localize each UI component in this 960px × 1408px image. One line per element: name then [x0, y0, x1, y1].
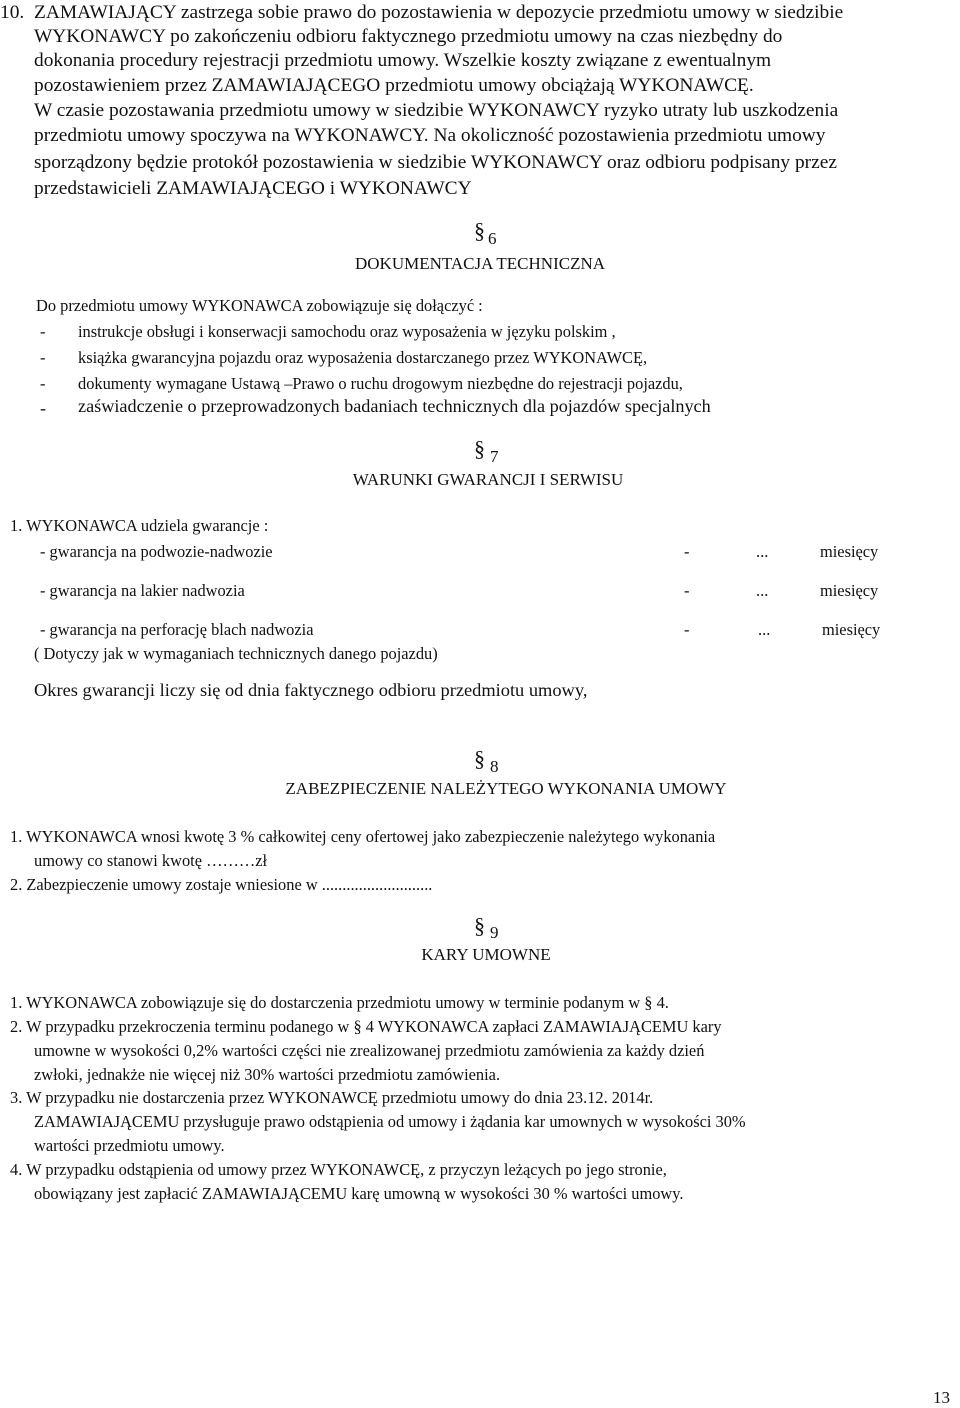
clause-line: zwłoki, jednakże nie więcej niż 30% wartości przedmiotu zamówienia.	[34, 1065, 501, 1084]
page-number: 13	[933, 1388, 950, 1407]
warranty-label: - gwarancja na lakier nadwozia	[40, 581, 245, 600]
clause-line: wartości przedmiotu umowy.	[34, 1136, 225, 1155]
warranty-dash: -	[684, 581, 690, 600]
clause-10-number: 10.	[0, 2, 25, 23]
section-title: ZABEZPIECZENIE NALEŻYTEGO WYKONANIA UMOWY	[285, 779, 727, 798]
section-number: 7	[490, 447, 499, 466]
clause-line: obowiązany jest zapłacić ZAMAWIAJĄCEMU karę umowną w wysokości 30 % wartości umowy.	[34, 1184, 684, 1203]
section-title: WARUNKI GWARANCJI I SERWISU	[352, 470, 624, 489]
warranty-unit: miesięcy	[820, 542, 879, 561]
section-symbol: §	[474, 436, 485, 461]
clause-line: 1. WYKONAWCA zobowiązuje się do dostarczenia przedmiotu umowy w terminie podanym w § 4.	[10, 993, 669, 1012]
section-number: 9	[490, 923, 499, 942]
clause-10-line: pozostawieniem przez ZAMAWIAJĄCEGO przedmiotu umowy obciążają WYKONAWCĘ.	[34, 75, 754, 96]
section-symbol: §	[474, 218, 485, 243]
clause-line: 4. W przypadku odstąpienia od umowy przez WYKONAWCĘ, z przyczyn leżących po jego stronie,	[10, 1160, 667, 1179]
clause-10-line: przedstawicieli ZAMAWIAJĄCEGO i WYKONAWCY	[34, 178, 472, 199]
list-dash: -	[40, 398, 46, 418]
clause-10-line: sporządzony będzie protokół pozostawienia w siedzibie WYKONAWCY oraz odbioru podpisany przez	[34, 152, 837, 173]
warranty-value: ...	[756, 542, 769, 561]
list-item: książka gwarancyjna pojazdu oraz wyposażenia dostarczanego przez WYKONAWCĘ,	[78, 348, 648, 367]
clause-10-line: ZAMAWIAJĄCY zastrzega sobie prawo do pozostawienia w depozycie przedmiotu umowy w siedzibie	[34, 2, 844, 23]
warranty-unit: miesięcy	[822, 620, 881, 639]
warranty-label: - gwarancja na perforację blach nadwozia	[40, 620, 314, 639]
warranty-note: ( Dotyczy jak w wymaganiach technicznych danego pojazdu)	[34, 644, 438, 663]
section-symbol: §	[474, 913, 485, 938]
clause-line: 1. WYKONAWCA wnosi kwotę 3 % całkowitej ceny ofertowej jako zabezpieczenie należytego wykonania	[10, 827, 716, 846]
clause-line: 3. W przypadku nie dostarczenia przez WYKONAWCĘ przedmiotu umowy do dnia 23.12. 2014r.	[10, 1088, 654, 1107]
clause-10-line: W czasie pozostawania przedmiotu umowy w siedzibie WYKONAWCY ryzyko utraty lub uszkodzenia	[34, 100, 839, 121]
warranty-label: - gwarancja na podwozie-nadwozie	[40, 542, 273, 561]
warranty-dash: -	[684, 542, 690, 561]
list-dash: -	[40, 374, 46, 393]
list-item: zaświadczenie o przeprowadzonych badaniach technicznych dla pojazdów specjalnych	[78, 396, 711, 416]
clause-10-line: przedmiotu umowy spoczywa na WYKONAWCY. Na okoliczność pozostawienia przedmiotu umowy	[34, 125, 826, 146]
section-number: 6	[488, 229, 497, 248]
clause-line: ZAMAWIAJĄCEMU przysługuje prawo odstąpienia od umowy i żądania kar umownych w wysokości 30%	[34, 1112, 746, 1131]
warranty-intro: 1. WYKONAWCA udziela gwarancje :	[10, 516, 269, 535]
clause-10-line: dokonania procedury rejestracji przedmiotu umowy. Wszelkie koszty związane z ewentualnym	[34, 50, 772, 71]
section-title: KARY UMOWNE	[421, 945, 551, 964]
warranty-unit: miesięcy	[820, 581, 879, 600]
clause-line: umowy co stanowi kwotę ………zł	[34, 851, 268, 870]
list-dash: -	[40, 348, 46, 367]
warranty-dash: -	[684, 620, 690, 639]
clause-10-line: WYKONAWCY po zakończeniu odbioru faktycznego przedmiotu umowy na czas niezbędny do	[34, 26, 783, 47]
warranty-value: ...	[758, 620, 771, 639]
list-item: instrukcje obsługi i konserwacji samochodu oraz wyposażenia w języku polskim ,	[78, 322, 616, 341]
section-title: DOKUMENTACJA TECHNICZNA	[354, 254, 606, 273]
list-dash: -	[40, 322, 46, 341]
clause-line: 2. W przypadku przekroczenia terminu podanego w § 4 WYKONAWCA zapłaci ZAMAWIAJĄCEMU kary	[10, 1017, 722, 1036]
list-item: dokumenty wymagane Ustawą –Prawo o ruchu drogowym niezbędne do rejestracji pojazdu,	[78, 374, 683, 393]
warranty-period: Okres gwarancji liczy się od dnia faktycznego odbioru przedmiotu umowy,	[34, 680, 588, 700]
section-intro: Do przedmiotu umowy WYKONAWCA zobowiązuje się dołączyć :	[36, 296, 483, 315]
clause-line: 2. Zabezpieczenie umowy zostaje wniesione w ...........................	[10, 875, 433, 894]
section-symbol: §	[474, 746, 485, 771]
section-number: 8	[490, 757, 499, 776]
clause-line: umowne w wysokości 0,2% wartości części nie zrealizowanej przedmiotu zamówienia za każdy dzień	[34, 1041, 705, 1060]
warranty-value: ...	[756, 581, 769, 600]
